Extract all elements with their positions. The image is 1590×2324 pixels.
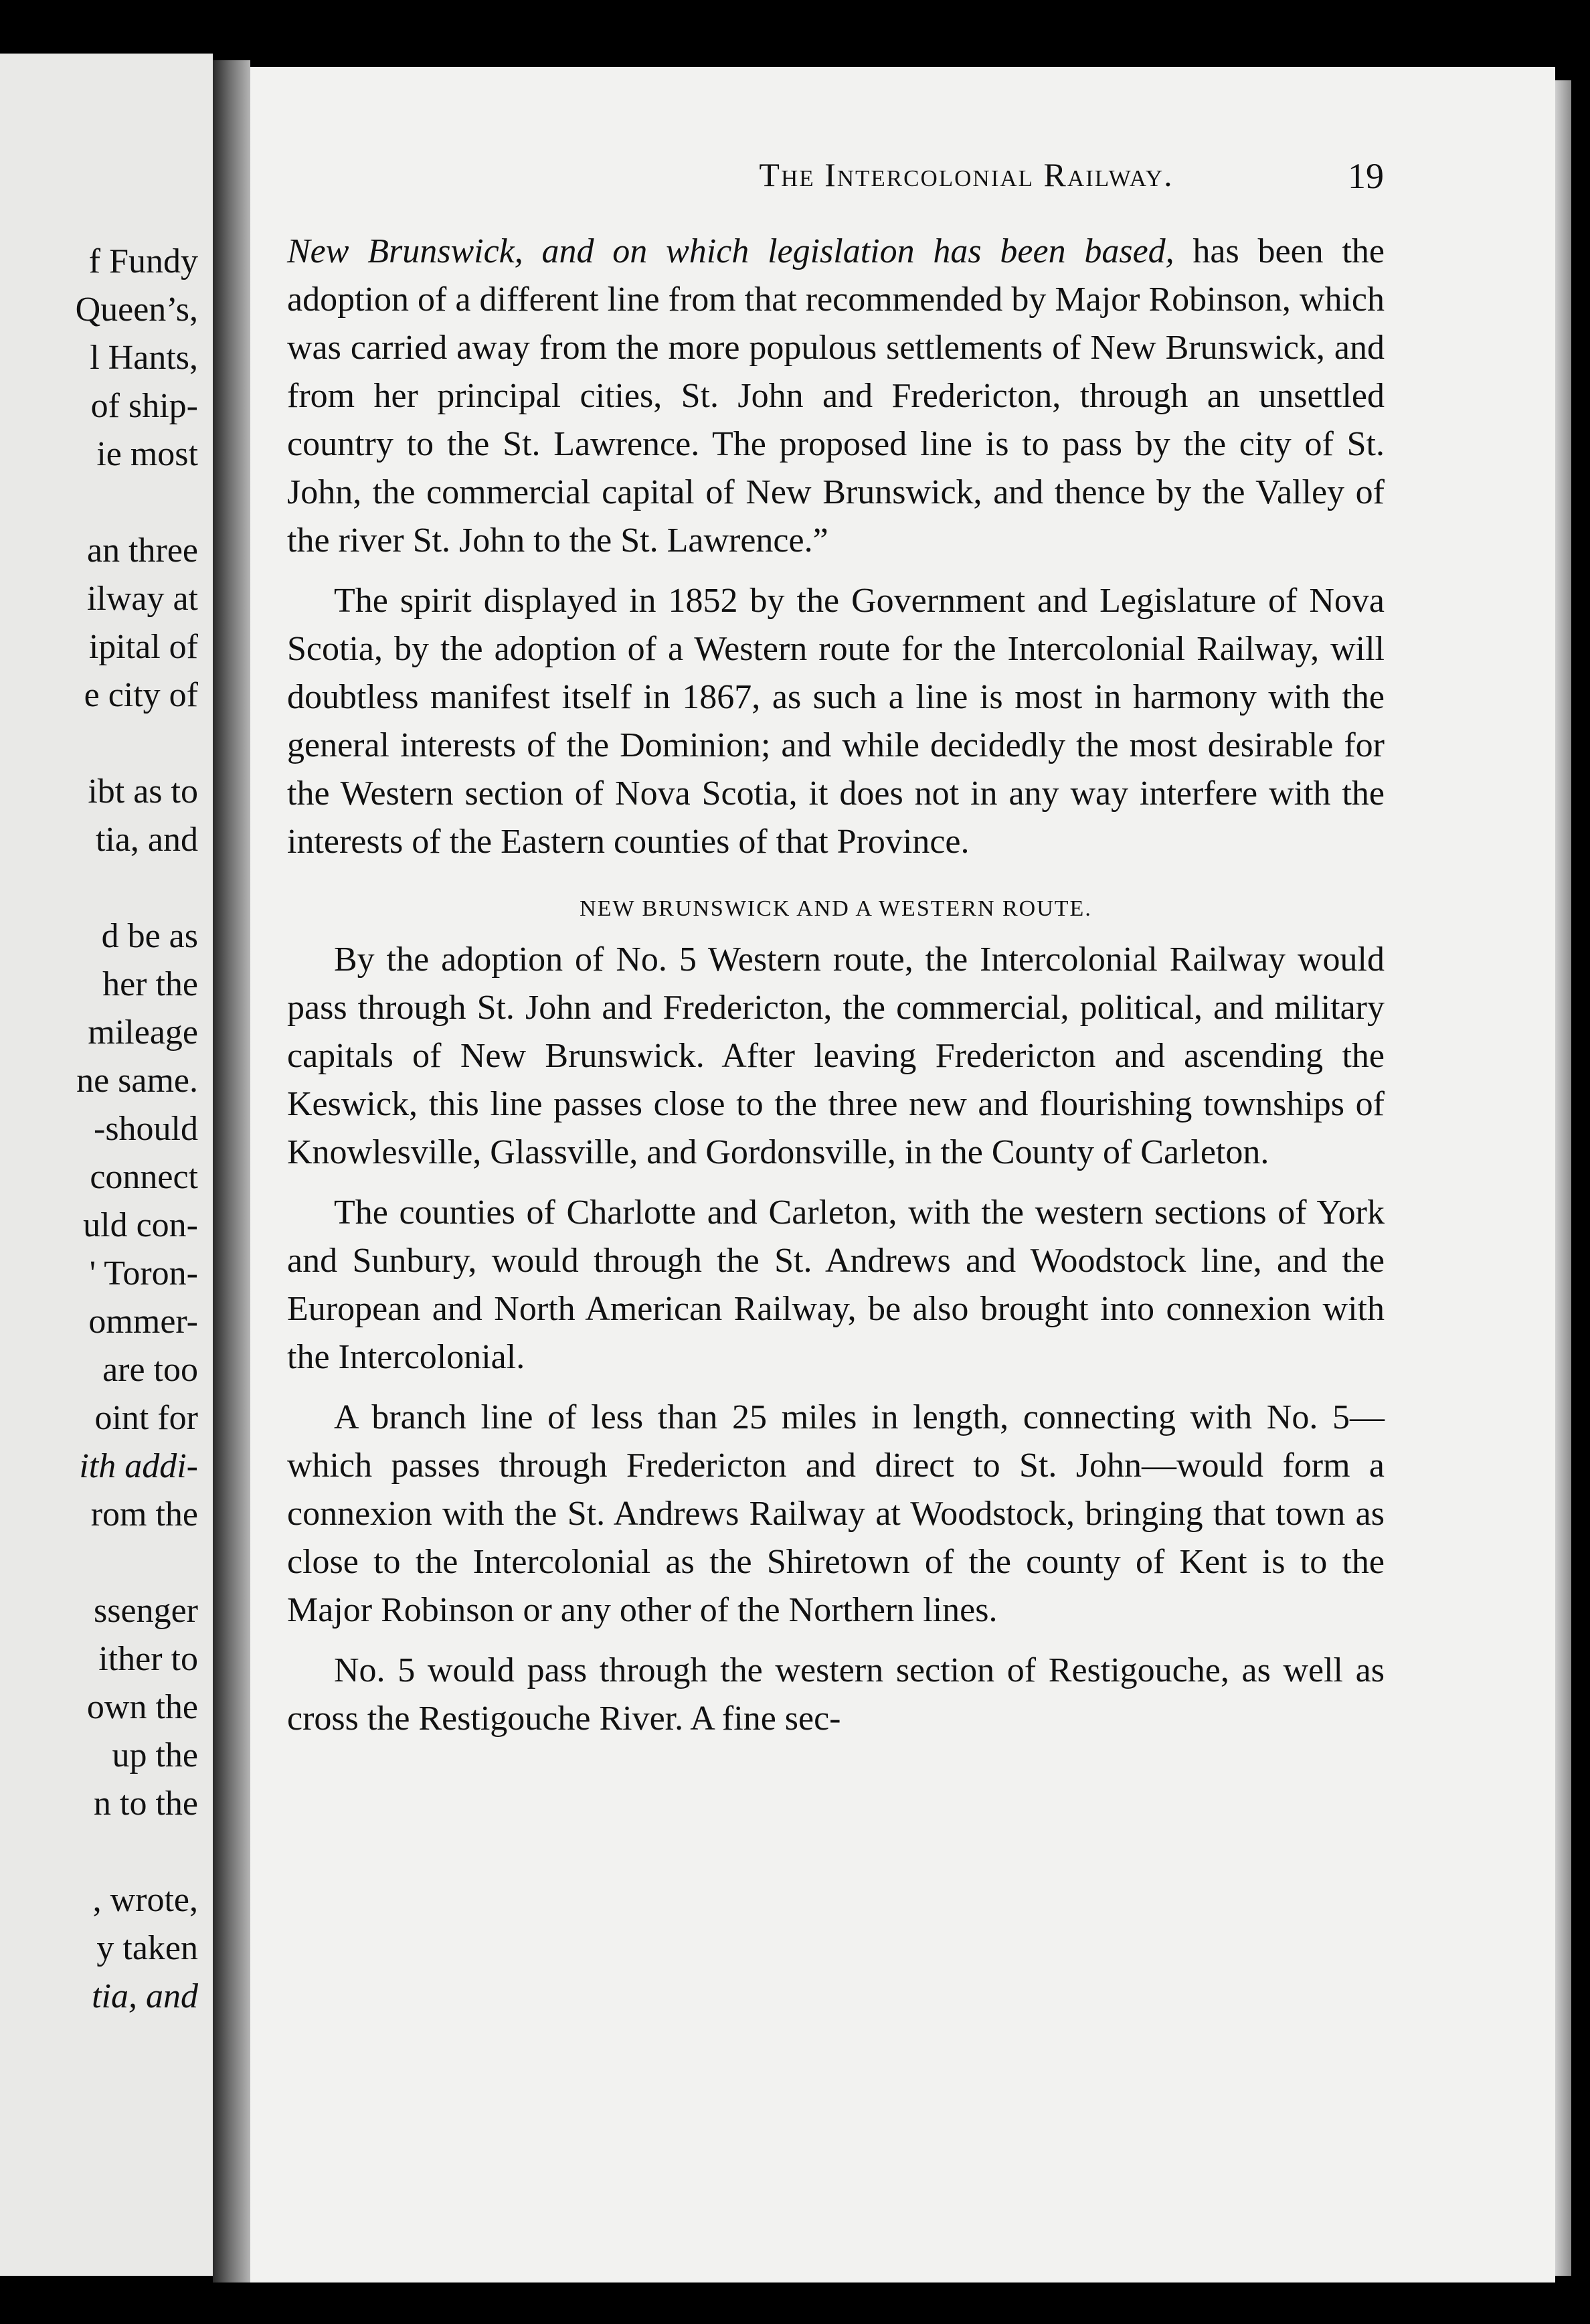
facing-page-line: tia, and	[95, 821, 198, 859]
facing-page-line: ommer-	[88, 1303, 198, 1341]
facing-page-line: oint for	[94, 1399, 198, 1437]
paragraph-3: By the adoption of No. 5 Western route, the Intercolonial Railway would pass through St. John and Fredericton, the commercial, political, and military capitals of New Brunswick. After leaving Fredericton and ascending the Keswick, this line passes close to the three new and flourishing townships of Knowlesville, Glassville, and Gordonsville, in the County of Carleton.	[287, 940, 1385, 1171]
facing-page-line: l Hants,	[90, 339, 198, 377]
facing-page-line: mileage	[88, 1013, 198, 1052]
facing-page-line: connect	[90, 1158, 198, 1196]
facing-page-line: f Fundy	[88, 242, 198, 280]
facing-page-line: an three	[86, 531, 198, 570]
facing-page-line: uld con-	[83, 1206, 198, 1244]
book-gutter	[213, 60, 250, 2282]
paragraph-5: A branch line of less than 25 miles in length, connecting with No. 5—which passes through Fredericton and direct to St. John—would form a connexion with the St. Andrews Railway at Woodstock, bringing that town as close to the Intercolonial as the Shiretown of the county of Kent is to the Major Robinson or any other of the Northern lines.	[287, 1398, 1385, 1629]
paragraph-1	[287, 228, 1385, 565]
facing-page-line: -should	[94, 1110, 198, 1148]
facing-page-line: tia, and	[92, 1977, 198, 2015]
facing-page-line: ipital of	[88, 628, 198, 666]
facing-page-line: ith addi-	[79, 1447, 198, 1485]
facing-page-line: up the	[112, 1736, 198, 1774]
page	[250, 67, 1555, 2282]
facing-page-line: ' Toron-	[89, 1254, 198, 1293]
body-text	[287, 228, 1385, 1743]
facing-page-line: ssenger	[94, 1592, 198, 1630]
facing-page-line: d be as	[101, 917, 198, 955]
facing-page-line: ibt as to	[88, 772, 198, 811]
facing-page-line: ie most	[96, 435, 198, 473]
facing-page-line: Queen’s,	[75, 290, 198, 329]
running-head: The Intercolonial Railway.	[759, 156, 1174, 193]
paragraph-6: No. 5 would pass through the western section of Restigouche, as well as cross the Restigouche River. A fine sec-	[287, 1651, 1385, 1738]
facing-page-line: are too	[102, 1351, 198, 1389]
facing-page-line: ither to	[98, 1640, 198, 1678]
paragraph-4: The counties of Charlotte and Carleton, with the western sections of York and Sunbury, would through the St. Andrews and Woodstock line, and the European and North American Railway, be also brought into connexion with the Intercolonial.	[287, 1193, 1385, 1376]
facing-page-line: n to the	[94, 1784, 198, 1823]
facing-page-line: y taken	[96, 1929, 198, 1967]
page-number: 19	[1348, 156, 1384, 196]
facing-page-line: own the	[86, 1688, 198, 1726]
facing-page-line: ilway at	[86, 580, 198, 618]
facing-page-line: ne same.	[76, 1062, 198, 1100]
facing-page-line: rom the	[90, 1495, 198, 1533]
facing-page-line: e city of	[84, 676, 198, 714]
page-edge	[1555, 80, 1571, 2276]
facing-page-line: of ship-	[90, 387, 198, 425]
facing-page-line: her the	[102, 965, 198, 1003]
facing-page	[0, 54, 213, 2276]
facing-page-line: , wrote,	[92, 1881, 198, 1919]
paragraph-1-italic: New Brunswick, and on which legislation has been based,	[287, 232, 1174, 270]
section-heading: NEW BRUNSWICK AND A WESTERN ROUTE.	[580, 896, 1092, 921]
paragraph-2: The spirit displayed in 1852 by the Government and Legislature of Nova Scotia, by the adoption of a Western route for the Intercolonial Railway, will doubtless manifest itself in 1867, as such a line is most in harmony with the general interests of the Dominion; and while decidedly the most desirable for the Western section of Nova Scotia, it does not in any way interfere with the interests of the Eastern counties of that Province.	[287, 582, 1385, 861]
paragraph-1-rest: has been the adoption of a different line from that recommended by Major Robinson, which was carried away from the more populous settlements of New Brunswick, and from her principal cities, St. John and Fredericton, through an unsettled country to the St. Lawrence. The proposed line is to pass by the city of St. John, the commercial capital of New Brunswick, and thence by the Valley of the river St. John to the St. Lawrence.”	[287, 232, 1385, 560]
